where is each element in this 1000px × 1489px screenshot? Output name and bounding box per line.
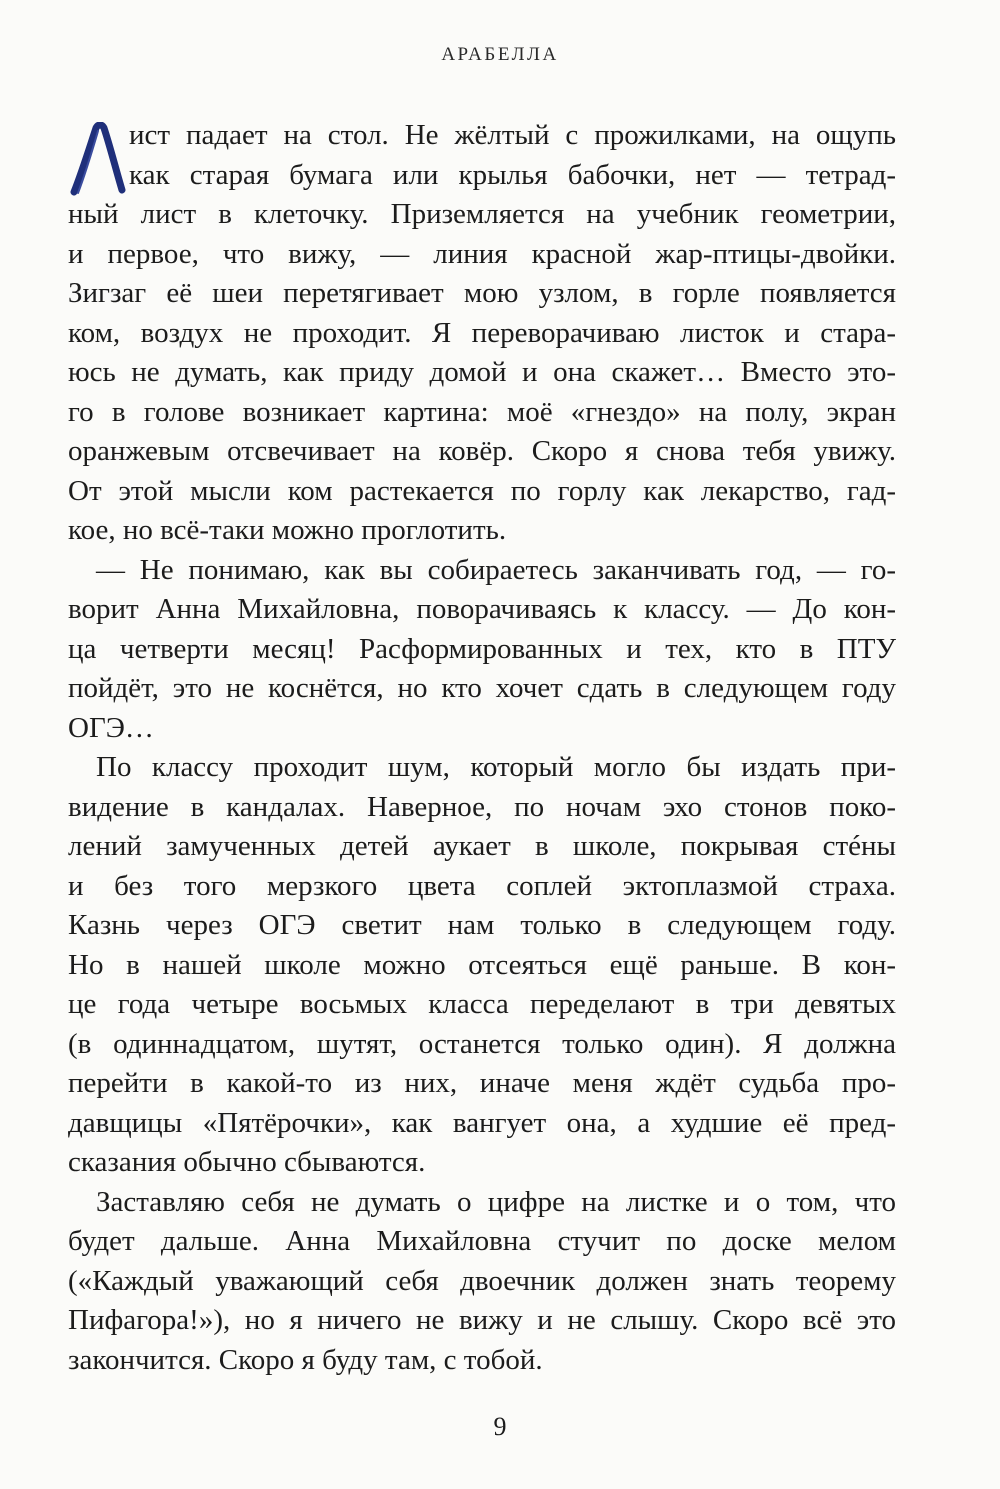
text-line: юсь не думать, как приду домой и она скажет… Вместо это-	[68, 356, 896, 388]
text-line: и без того мерзкого цвета соплей эктоплазмой страха.	[68, 869, 896, 902]
text-line: — Не понимаю, как вы собираетесь заканчивать год, — го-	[96, 553, 896, 586]
text-line: Казнь через ОГЭ светит нам только в следующем году.	[68, 909, 896, 941]
text-line: перейти в какой-то из них, иначе меня ждёт судьба про-	[68, 1067, 896, 1099]
text-line: (в одиннадцатом, шутят, останется только один). Я должна	[68, 1027, 896, 1060]
text-line: оранжевым отсвечивает на ковёр. Скоро я снова тебя увижу.	[68, 435, 896, 467]
text-line: видение в кандалах. Наверное, по ночам эхо стонов поко-	[68, 790, 896, 823]
text-line: ца четверти месяц! Расформированных и тех, кто в ПТУ	[68, 632, 896, 665]
text-line: кое, но всё-таки можно проглотить.	[68, 514, 507, 546]
text-line: ворит Анна Михайловна, поворачиваясь к классу. — До кон-	[68, 593, 896, 625]
page-number: 9	[493, 1412, 507, 1441]
text-line: давщицы «Пятёрочки», как вангует она, а худшие её пред-	[68, 1106, 896, 1139]
text-line: сказания обычно сбываются.	[68, 1146, 426, 1178]
text-line: Пифагора!»), но я ничего не вижу и не слышу. Скоро всё это	[68, 1304, 896, 1336]
drop-cap	[68, 122, 126, 196]
text-line: Но в нашей школе можно отсеяться ещё раньше. В кон-	[68, 948, 896, 981]
text-line: лений замученных детей аукает в школе, покрывая стéны	[68, 830, 896, 862]
text-line: («Каждый уважающий себя двоечник должен знать теорему	[68, 1264, 896, 1297]
text-line: и первое, что вижу, — линия красной жар-птицы-двойки.	[68, 237, 896, 270]
text-line: Зигзаг её шеи перетягивает мою узлом, в горле появляется	[68, 277, 896, 309]
body-text	[68, 116, 896, 1380]
text-line: пойдёт, это не коснётся, но кто хочет сдать в следующем году	[68, 672, 896, 704]
text-line: ком, воздух не проходит. Я переворачиваю листок и стара-	[68, 316, 896, 349]
text-line: ОГЭ…	[68, 711, 154, 744]
text-line: От этой мысли ком растекается по горлу как лекарство, гад-	[68, 474, 896, 507]
text-line: ный лист в клеточку. Приземляется на учебник геометрии,	[68, 198, 896, 230]
text-line: Заставляю себя не думать о цифре на листке и о том, что	[96, 1185, 896, 1218]
running-head: АРАБЕЛЛА	[441, 44, 559, 65]
text-line: ист падает на стол. Не жёлтый с прожилками, на ощупь	[129, 119, 896, 151]
text-line: будет дальше. Анна Михайловна стучит по доске мелом	[68, 1225, 896, 1257]
text-line: це года четыре восьмых класса переделают в три девятых	[68, 988, 896, 1020]
text-line: го в голове возникает картина: моё «гнездо» на полу, экран	[68, 395, 896, 428]
text-line: закончится. Скоро я буду там, с тобой.	[68, 1343, 543, 1376]
text-line: По классу проходит шум, который могло бы издать при-	[96, 751, 896, 783]
text-line: как старая бумага или крылья бабочки, нет — тетрад-	[129, 158, 896, 191]
